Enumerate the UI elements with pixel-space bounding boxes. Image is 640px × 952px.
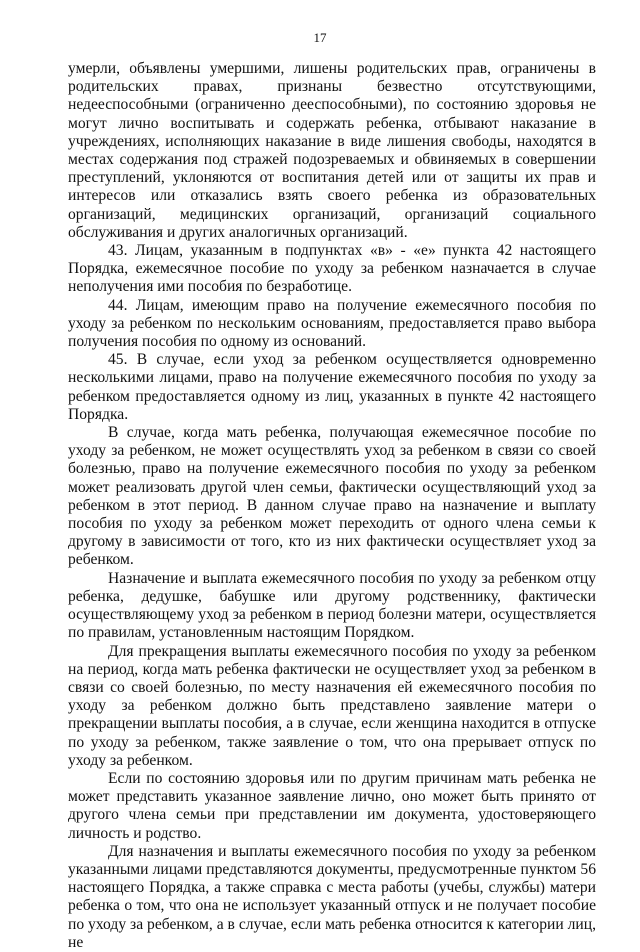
paragraph-item-45: 45. В случае, если уход за ребенком осуществляется одновременно несколькими лицами, право на получение ежемесячного пособия по уходу за ребенком предоставляется одному из лиц, указанных в пункте 42 настоящего Порядка. [68,351,596,423]
document-body [68,60,596,952]
paragraph-application-by-family: Если по состоянию здоровья или по другим причинам мать ребенка не может представить указанное заявление лично, оно может быть принято от другого члена семьи при представлении им документа, удостоверяющего личность и родство. [68,769,596,842]
paragraph-continuation: умерли, объявлены умершими, лишены родительских прав, ограничены в родительских правах, признаны безвестно отсутствующими, недееспособными (ограниченно дееспособными), по состоянию здоровья не могут лично воспитывать и содержать ребенка, отбывают наказание в учреждениях, исполняющих наказание в виде лишения свободы, находятся в местах содержания под стражей подозреваемых и обвиняемых в совершении преступлений, уклоняются от воспитания детей или от защиты их прав и интересов или отказались взять своего ребенка из образовательных организаций, медицинских организаций, организаций социального обслуживания и других аналогичных организаций. [68,60,596,241]
paragraph-relatives-payment: Назначение и выплата ежемесячного пособия по уходу за ребенком отцу ребенка, дедушке, бабушке или другому родственнику, фактически осуществляющему уход за ребенком в период болезни матери, осуществляется по правилам, установленным настоящим Порядком. [68,569,596,642]
paragraph-required-documents: Для назначения и выплаты ежемесячного пособия по уходу за ребенком указанными лицами представляются документы, предусмотренные пунктом 56 настоящего Порядка, а также справка с места работы (учебы, службы) матери ребенка о том, что она не использует указанный отпуск и не получает пособие по уходу за ребенком, а в случае, если мать ребенка относится к категории лиц, не [68,842,596,951]
paragraph-mother-illness: В случае, когда мать ребенка, получающая ежемесячное пособие по уходу за ребенком, не может осуществлять уход за ребенком в связи со своей болезнью, право на получение ежемесячного пособия по уходу за ребенком может реализовать другой член семьи, фактически осуществляющий уход за ребенком в этот период. В данном случае право на назначение и выплату пособия по уходу за ребенком может переходить от одного члена семьи к другому в зависимости от того, кто из них фактически осуществляет уход за ребенком. [68,424,596,569]
paragraph-item-43: 43. Лицам, указанным в подпунктах «в» - «е» пункта 42 настоящего Порядка, ежемесячное пособие по уходу за ребенком назначается в случае неполучения ими пособия по безработице. [68,242,596,296]
paragraph-termination-application: Для прекращения выплаты ежемесячного пособия по уходу за ребенком на период, когда мать ребенка фактически не осуществляет уход за ребенком в связи со своей болезнью, по месту назначения ей ежемесячного пособия по уходу за ребенком должно быть представлено заявление матери о прекращении выплаты пособия, а в случае, если женщина находится в отпуске по уходу за ребенком, также заявление о том, что она прерывает отпуск по уходу за ребенком. [68,642,596,769]
page-number: 17 [313,30,327,45]
paragraph-item-44: 44. Лицам, имеющим право на получение ежемесячного пособия по уходу за ребенком по нескольким основаниям, предоставляется право выбора получения пособия по одному из оснований. [68,296,596,351]
